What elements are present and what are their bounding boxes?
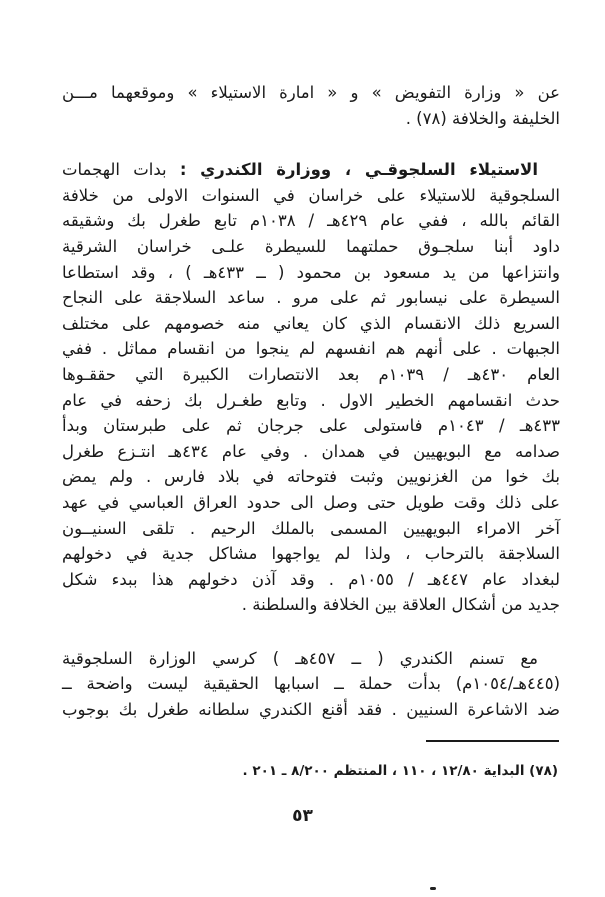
text-line: حدث انقسامهم الخطير الاول . وتابع طغـرل بك زحفه في عام	[62, 390, 560, 410]
text-line: لبغداد عام ٤٤٧هـ / ١٠٥٥م . وقد آذن دخولهم هذا ببدء شكل	[62, 569, 561, 589]
text-line: مع تسنم الكندري ( ــ ٤٥٧هـ ) كرسي الوزارة السلجوقية	[62, 648, 538, 668]
text-line: السريع ذلك الانقسام الذي كان يعاني منه خصومهم على مختلف	[62, 313, 560, 333]
text-line: جديد من أشكال العلاقة بين الخلافة والسلطنة .	[241, 595, 560, 615]
footnote: (٧٨) البداية ١٢/٨٠ ، ١١٠ ، المنتظم ٨/٢٠٠ ـ ٢٠١ .	[242, 763, 558, 779]
text-line: السلاجقة بالترحاب ، ولذا لم يواجهوا مشاكل جدية في دخولهم	[62, 544, 560, 564]
text-line: القائم بالله ، ففي عام ٤٢٩هـ / ١٠٣٨م تابع طغرل بك وشقيقه	[62, 211, 560, 231]
text-line: الجبهات . على أنهم هم انفسهم لم ينجوا من انقسام مماثل . ففي	[62, 339, 560, 359]
page-number: ٥٣	[292, 806, 313, 826]
text-line: السيطرة على نيسابور ثم على مرو . ساعد السلاجقة على النجاح	[62, 288, 560, 308]
text-line: بك خوا من الغزنويين وثبت فتوحاته في بلاد فارس . ولم يمض	[62, 467, 560, 487]
heading-tail: بدات الهجمات	[62, 160, 180, 180]
text-line: ٤٣٣هـ / ١٠٤٣م فاستولى على جرجان ثم على طبرستان وبدأ	[62, 416, 560, 436]
text-line: السلجوقية للاستيلاء على خراسان في السنوات الاولى من خلافة	[62, 185, 560, 205]
text-line	[62, 157, 560, 183]
text-line: الخليفة والخلافة (٧٨) .	[405, 108, 560, 128]
text-line: آخر الامراء البويهيين المسمى بالملك الرحيم . تلقى السنيــون	[62, 518, 560, 538]
text-line: وانتزاعها من يد مسعود بن محمود ( ــ ٤٣٣هـ ) ، وقد استطاعا	[62, 262, 560, 282]
paragraph-1	[62, 80, 560, 131]
paragraph-3	[62, 646, 560, 723]
text-line: عن « وزارة التفويض » و « امارة الاستيلاء » وموقعهما مـــن	[62, 83, 560, 102]
text-line: العام ٤٣٠هـ / ١٠٣٩م بعد الانتصارات الكبيرة التي حققـوها	[62, 364, 560, 384]
footnote-divider	[426, 740, 559, 742]
text-line: داود أبنا سلجـوق حملتهما للسيطرة علـى خراسان الشرقية	[62, 236, 560, 256]
text-line: صدامه مع البويهيين في همدان . وفي عام ٤٣٤هـ انتـزع طغرل	[62, 441, 560, 461]
scan-mark	[430, 887, 436, 890]
section-heading: الاستيلاء السلجوقـي ، ووزارة الكندري :	[179, 160, 538, 180]
body-text	[62, 80, 560, 723]
text-line: ضد الاشاعرة السنيين . فقد أقنع الكندري سلطانه طغرل بك بوجوب	[62, 700, 560, 720]
paragraph-2	[62, 157, 560, 618]
text-line: (٤٤٥هـ/١٠٥٤م) بدأت حملة ــ اسبابها الحقيقية ليست واضحة ــ	[62, 674, 560, 694]
text-line: على ذلك وقت طويل حتى وصل الى حدود العراق العباسي في عهد	[62, 492, 560, 512]
